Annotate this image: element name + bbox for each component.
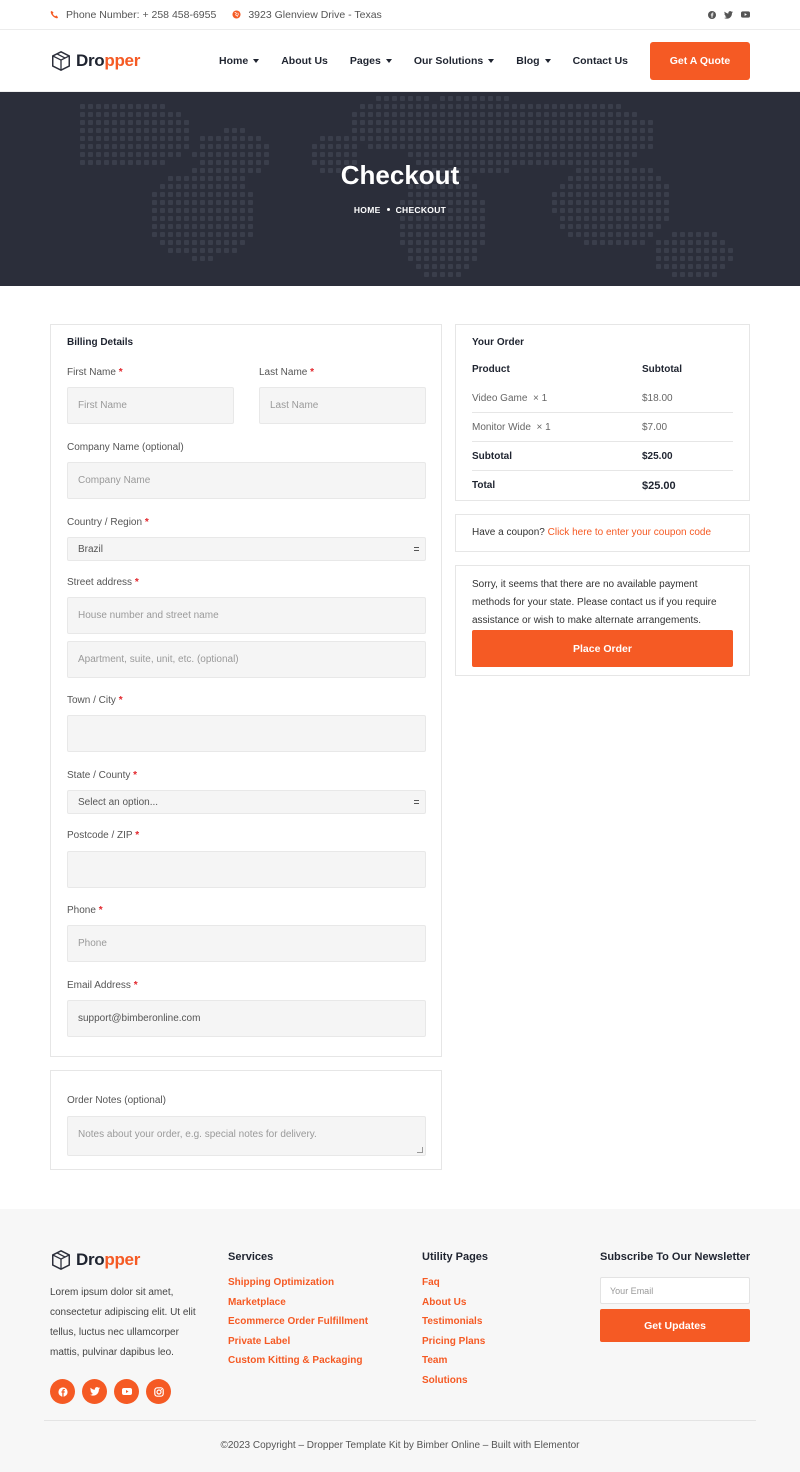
chevron-down-icon <box>488 59 494 63</box>
breadcrumb <box>354 205 446 215</box>
coupon-text <box>472 527 711 538</box>
order-item-name: Monitor Wide × 1 <box>472 421 551 433</box>
nav-about[interactable] <box>281 55 328 67</box>
payment-panel <box>455 565 750 676</box>
nav-solutions-label: Our Solutions <box>413 54 484 67</box>
utility-link[interactable]: Testimonials <box>422 1316 483 1327</box>
instagram-icon[interactable] <box>146 1379 171 1404</box>
utility-link[interactable]: Faq <box>422 1277 440 1288</box>
twitter-icon[interactable] <box>724 10 733 19</box>
footer-brand-part2: pper <box>104 1250 141 1269</box>
nav-about-label: About Us <box>281 54 328 67</box>
utility-link[interactable]: About Us <box>422 1296 467 1308</box>
nav-solutions[interactable] <box>414 55 494 67</box>
globe-icon <box>232 10 241 19</box>
services-link[interactable]: Custom Kitting & Packaging <box>228 1355 363 1366</box>
coupon-prompt: Have a coupon? <box>472 527 545 538</box>
footer-utility <box>422 1251 488 1394</box>
company-label: Company Name (optional) <box>67 442 184 453</box>
state-label: State / County * <box>67 770 138 781</box>
postcode-input[interactable] <box>67 851 426 888</box>
resize-handle-icon[interactable] <box>417 1147 423 1153</box>
coupon-link[interactable]: Click here to enter your coupon code <box>547 527 712 538</box>
services-link[interactable]: Ecommerce Order Fulfillment <box>228 1316 369 1327</box>
payment-notice: Sorry, it seems that there are no available payment methods for your state. Please contact us if you require assistance or wish to make alternate arrangements. <box>472 579 717 626</box>
town-input[interactable] <box>67 715 426 752</box>
footer-brand-part1: Dro <box>76 1250 105 1269</box>
nav-pages-label: Pages <box>349 54 381 67</box>
your-order-title: Your Order <box>472 337 525 348</box>
email-label: Email Address * <box>67 980 138 991</box>
breadcrumb-home[interactable]: HOME <box>353 204 381 215</box>
email-input[interactable]: support@bimberonline.com <box>67 1000 426 1037</box>
order-notes-textarea[interactable] <box>67 1116 426 1156</box>
place-order-button[interactable]: Place Order <box>472 630 733 667</box>
nav-contact-label: Contact Us <box>572 54 628 67</box>
total-value: $25.00 <box>642 479 676 492</box>
street-input-1[interactable]: House number and street name <box>67 597 426 634</box>
footer-newsletter <box>600 1251 750 1342</box>
services-title: Services <box>228 1251 274 1263</box>
breadcrumb-separator <box>387 208 390 211</box>
top-bar <box>0 0 800 30</box>
total-label: Total <box>472 480 496 491</box>
state-select[interactable] <box>67 790 426 814</box>
get-updates-button[interactable]: Get Updates <box>600 1309 750 1342</box>
phone-text: Phone Number: + 258 458-6955 <box>66 8 217 21</box>
footer-divider <box>44 1420 756 1421</box>
utility-title: Utility Pages <box>422 1251 489 1263</box>
order-notes-panel <box>50 1070 442 1170</box>
order-subtotal-row <box>472 442 733 471</box>
facebook-icon[interactable] <box>50 1379 75 1404</box>
address-text: 3923 Glenview Drive - Texas <box>248 8 382 21</box>
town-label: Town / City * <box>67 695 123 706</box>
order-item-row <box>472 413 733 442</box>
nav-home-label: Home <box>219 54 249 67</box>
utility-link[interactable]: Team <box>422 1355 448 1366</box>
street-label: Street address * <box>67 577 139 588</box>
footer-brand-logo[interactable] <box>50 1249 210 1271</box>
last-name-input[interactable]: Last Name <box>259 387 426 424</box>
services-link[interactable]: Shipping Optimization <box>228 1277 335 1288</box>
first-name-label: First Name * <box>67 367 123 378</box>
facebook-icon[interactable] <box>707 10 716 19</box>
newsletter-title: Subscribe To Our Newsletter <box>600 1251 751 1263</box>
services-link[interactable]: Private Label <box>228 1335 291 1347</box>
nav-contact[interactable] <box>573 55 628 67</box>
services-link[interactable]: Marketplace <box>228 1296 286 1308</box>
chevron-down-icon <box>386 59 392 63</box>
nav-blog-label: Blog <box>516 54 540 67</box>
country-select[interactable] <box>67 537 426 561</box>
nav-blog[interactable] <box>516 55 550 67</box>
order-table <box>472 355 733 500</box>
page-hero <box>0 92 800 286</box>
copyright-text: ©2023 Copyright – Dropper Template Kit by Bimber Online – Built with Elementor <box>220 1440 580 1451</box>
brand-name-part1: Dro <box>76 50 105 70</box>
breadcrumb-current: CHECKOUT <box>395 204 447 215</box>
phone-icon <box>50 10 59 19</box>
col-subtotal: Subtotal <box>642 364 682 375</box>
footer-services <box>228 1251 368 1375</box>
select-arrow-icon <box>414 547 419 551</box>
nav-home[interactable] <box>219 55 259 67</box>
brand-name-part2: pper <box>104 50 141 70</box>
your-order-panel <box>455 324 750 501</box>
utility-link[interactable]: Pricing Plans <box>422 1335 486 1347</box>
page-title: Checkout <box>340 159 460 190</box>
order-item-row <box>472 384 733 413</box>
order-notes-placeholder: Notes about your order, e.g. special notes for delivery. <box>78 1129 317 1140</box>
chevron-down-icon <box>545 59 551 63</box>
youtube-icon[interactable] <box>114 1379 139 1404</box>
order-table-header <box>472 355 733 384</box>
phone-input[interactable]: Phone <box>67 925 426 962</box>
youtube-icon[interactable] <box>741 10 750 19</box>
select-arrow-icon <box>414 800 419 804</box>
order-item-price: $7.00 <box>642 421 668 433</box>
order-item-name: Video Game × 1 <box>472 392 548 404</box>
footer-about <box>50 1249 210 1404</box>
newsletter-email-input[interactable]: Your Email <box>600 1277 750 1304</box>
footer-social-links <box>50 1379 210 1404</box>
order-total-row <box>472 471 733 500</box>
box-logo-icon <box>50 50 72 72</box>
top-social-links <box>707 10 750 19</box>
postcode-label: Postcode / ZIP * <box>67 830 140 841</box>
chevron-down-icon <box>253 59 259 63</box>
footer-about-text: Lorem ipsum dolor sit amet, consectetur adipiscing elit. Ut elit tellus, luctus nec ullamcorper mattis, pulvinar dapibus leo. <box>50 1287 196 1358</box>
coupon-panel <box>455 514 750 552</box>
billing-details-panel <box>50 324 442 1057</box>
country-label: Country / Region * <box>67 517 149 528</box>
main-navigation <box>0 30 800 92</box>
subtotal-value: $25.00 <box>642 450 673 462</box>
brand-logo[interactable] <box>50 50 140 72</box>
street-input-2[interactable]: Apartment, suite, unit, etc. (optional) <box>67 641 426 678</box>
utility-link[interactable]: Solutions <box>422 1374 468 1386</box>
twitter-icon[interactable] <box>82 1379 107 1404</box>
box-logo-icon <box>50 1249 72 1271</box>
order-item-price: $18.00 <box>642 392 673 404</box>
billing-title: Billing Details <box>67 337 134 348</box>
nav-pages[interactable] <box>350 55 392 67</box>
get-quote-button[interactable]: Get A Quote <box>650 42 750 80</box>
phone-label: Phone * <box>67 905 103 916</box>
company-input[interactable]: Company Name <box>67 462 426 499</box>
phone-info <box>50 9 216 21</box>
first-name-input[interactable]: First Name <box>67 387 234 424</box>
address-info <box>232 9 381 21</box>
footer <box>0 1209 800 1472</box>
last-name-label: Last Name * <box>259 367 315 378</box>
order-notes-label: Order Notes (optional) <box>67 1095 166 1106</box>
country-value: Brazil <box>78 543 104 555</box>
state-value: Select an option... <box>78 796 159 808</box>
col-product: Product <box>472 364 510 375</box>
nav-menu <box>197 42 750 80</box>
subtotal-label: Subtotal <box>472 450 512 462</box>
